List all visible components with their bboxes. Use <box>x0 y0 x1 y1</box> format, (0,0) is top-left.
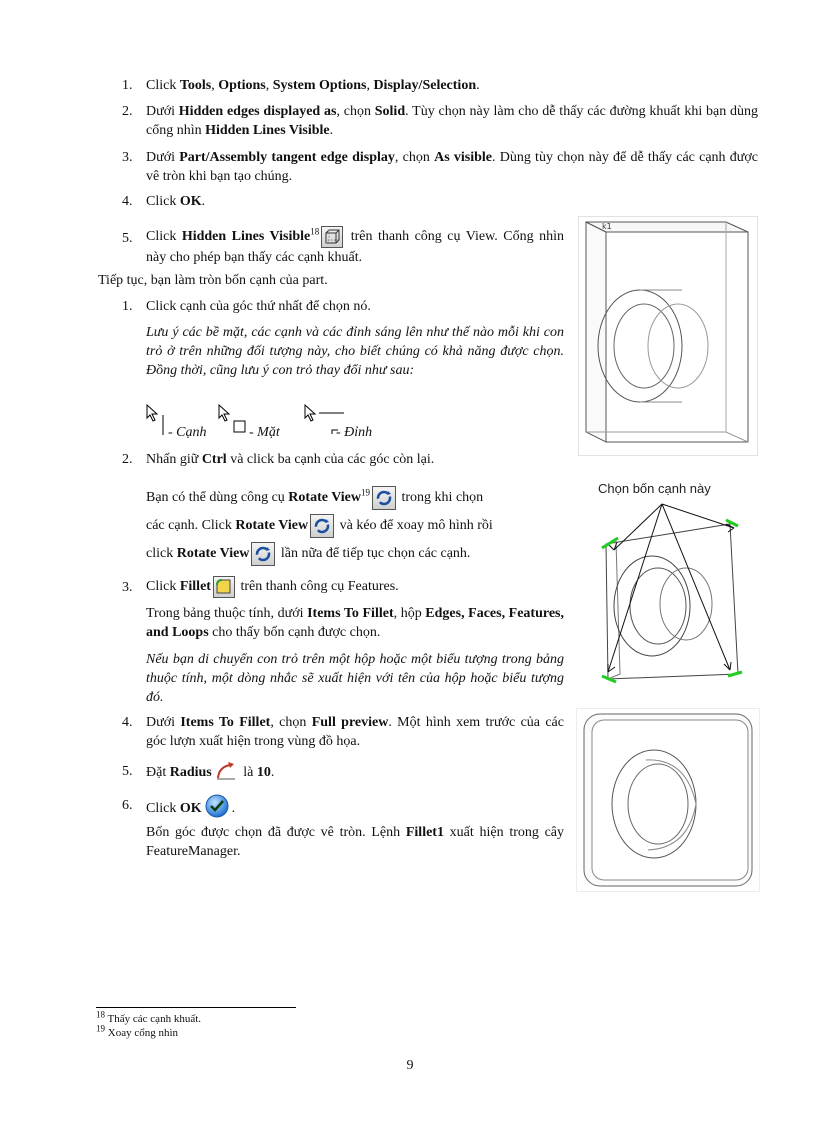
cursor-arrow-icon <box>218 404 232 428</box>
figure-hidden-lines-part <box>578 216 758 461</box>
footnote-divider <box>96 1007 296 1008</box>
note-fillet1: Bốn góc được chọn đã được vê tròn. Lệnh Fillet1 xuất hiện trong cây FeatureManager. <box>146 825 565 859</box>
step-number: 5. <box>122 764 133 779</box>
page-number: 9 <box>406 1058 414 1073</box>
step-click-edge: Click cạnh của góc thứ nhất để chọn nó. <box>146 299 371 314</box>
step-number: 1. <box>122 78 133 93</box>
legend-face-label: - Mặt <box>249 425 280 440</box>
step-ctrl-click: Nhấn giữ Ctrl và click ba cạnh của các góc còn lại. <box>146 452 435 467</box>
ok-check-icon <box>204 793 230 825</box>
note-property-manager: Trong bảng thuộc tính, dưới Items To Fillet, hộp Edges, Faces, Features, and Loops cho thấy bốn cạnh được chọn. <box>146 606 564 640</box>
fillet-icon <box>213 576 235 598</box>
figure-select-edges <box>588 474 748 697</box>
step-number: 3. <box>122 580 133 595</box>
step-number: 2. <box>122 104 133 119</box>
step-number: 4. <box>122 715 133 730</box>
intro-text: Tiếp tục, bạn làm tròn bốn cạnh của part. <box>98 273 328 288</box>
step-number: 4. <box>122 194 133 209</box>
step-number: 3. <box>122 150 133 165</box>
cursor-arrow-icon <box>304 404 318 428</box>
step-full-preview: Dưới Items To Fillet, chọn Full preview. Một hình xem trước của các góc lượn xuất hiện trong vùng đồ họa. <box>146 715 564 749</box>
step-fillet: Click Fillet trên thanh công cụ Features. <box>146 576 564 598</box>
figure-filleted-part <box>576 708 760 897</box>
face-cursor-icon <box>232 418 248 440</box>
rotate-view-icon <box>372 486 396 510</box>
note-rotate-line1: Bạn có thể dùng công cụ Rotate View$^{19}$ trong khi chọn <box>146 486 564 510</box>
step-hidden-edges: Dưới Hidden edges displayed as, chọn Solid. Tùy chọn này làm cho dễ thấy các đường khuất khi bạn dùng cổng nhìn Hidden Lines Visible. <box>146 104 759 138</box>
step-tools-options: Click Tools, Options, System Options, Display/Selection. <box>146 78 480 93</box>
note-tooltip: Nếu bạn di chuyển con trỏ trên một hộp hoặc một biểu tượng trong bảng thuộc tính, một dòng nhắc sẽ xuất hiện với tên của hộp hoặc biểu tượng đó. <box>146 652 564 705</box>
cursor-arrow-icon <box>146 404 160 428</box>
step-hidden-lines-visible: Click Hidden Lines Visible$^{18}$ trên thanh công cụ View. Cổng nhìn này cho phép bạn thấy các cạnh khuất. <box>146 226 564 265</box>
footnote-19: $^{19}$ Xoay cổng nhìn <box>96 1023 179 1039</box>
cursor-legend <box>146 404 566 440</box>
rotate-view-icon <box>310 514 334 538</box>
step-radius: Đặt Radius là 10. <box>146 759 564 787</box>
step-number: 1. <box>122 299 133 314</box>
hidden-lines-visible-icon <box>321 226 343 248</box>
note-highlight: Lưu ý các bề mặt, các cạnh và các đỉnh sáng lên như thế nào mỗi khi con trỏ ở trên những đối tượng này, cho biết chúng có khả năng được chọn. Đồng thời, cũng lưu ý con trỏ thay đổi như sau: <box>146 325 564 378</box>
note-rotate-line3: click Rotate View lần nữa để tiếp tục chọn các cạnh. <box>146 542 564 566</box>
legend-edge-label: - Cạnh <box>168 425 207 440</box>
step-click-ok: Click OK. <box>146 194 206 209</box>
radius-icon <box>215 759 237 787</box>
step-ok-final: Click OK . <box>146 793 564 825</box>
step-number: 5. <box>122 231 133 246</box>
step-number: 2. <box>122 452 133 467</box>
note-rotate-line2: các cạnh. Click Rotate View và kéo để xoay mô hình rồi <box>146 514 564 538</box>
figure-caption: Chọn bốn cạnh này <box>598 481 711 496</box>
rotate-view-icon <box>251 542 275 566</box>
legend-vertex-label: - Đỉnh <box>336 425 373 440</box>
footnote-18: $^{18}$ Thấy các cạnh khuất. <box>96 1009 202 1025</box>
figure-tag: k1 <box>602 222 612 231</box>
step-number: 6. <box>122 798 133 813</box>
step-tangent-edge: Dưới Part/Assembly tangent edge display, chọn As visible. Dùng tùy chọn này để dễ thấy các cạnh được vê tròn khi bạn tạo chúng. <box>146 150 758 184</box>
